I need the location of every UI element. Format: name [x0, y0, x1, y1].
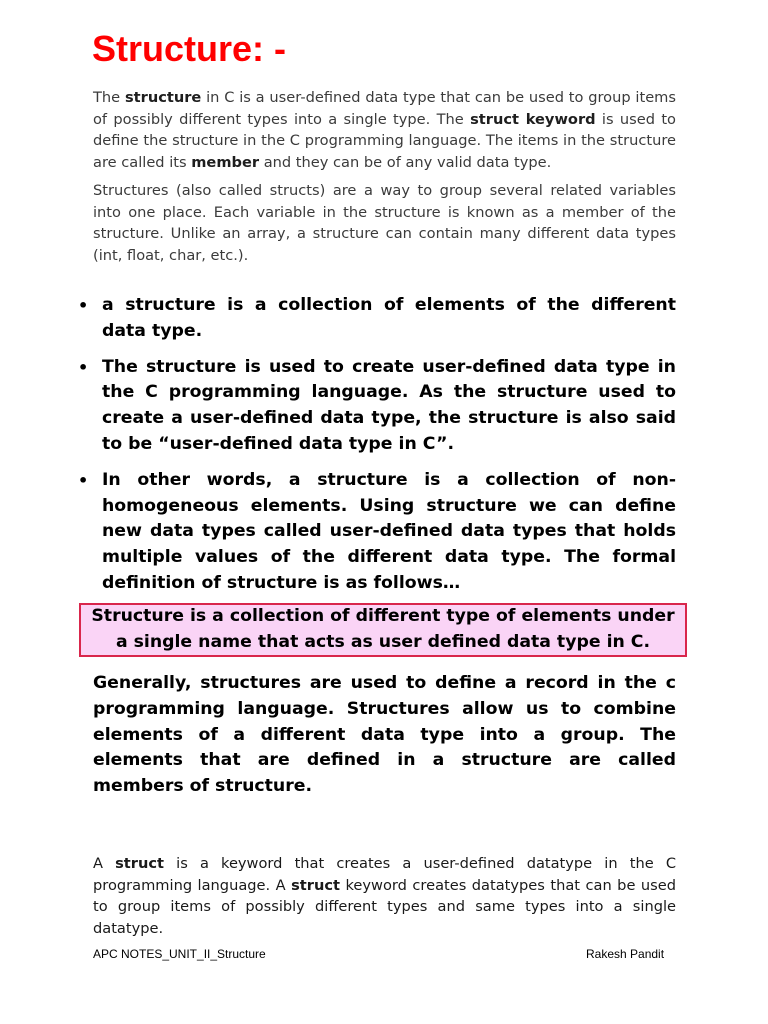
struct-text: keyword creates datatypes that can be used to group items of possibly different types and same types into a single datatype.	[93, 876, 677, 937]
bullet-dot-icon: •	[78, 296, 89, 315]
definition-box	[79, 603, 687, 657]
struct-text: is a keyword that creates a user-defined datatype in the C programming language. A	[93, 855, 677, 894]
general-paragraph: Generally, structures are used to define a record in the c programming language. Structures allow us to combine elements of a different data type into a group. The elements that are defined in a structure are called members of structure.	[93, 673, 676, 797]
bullet-item	[78, 293, 676, 345]
keyword-member: member	[191, 153, 260, 171]
bullet-text: a structure is a collection of elements of the different data type.	[102, 295, 676, 341]
definition-text: Structure is a collection of different type of elements under a single name that acts as user defined data type in C.	[91, 606, 675, 652]
footer-left: APC NOTES_UNIT_II_Structure	[93, 947, 266, 961]
bullet-text: The structure is used to create user-defined data type in the C programming language. As the structure used to create a user-defined data type, the structure is also said to be “user-defined data type in C”.	[102, 356, 676, 454]
keyword-structure: structure	[124, 89, 202, 106]
page-title: Structure: -	[92, 28, 287, 69]
intro-text: is used to define the structure in the C programming language. The items in the structure are called its	[93, 110, 676, 171]
keyword-struct: struct	[115, 855, 165, 872]
bullet-dot-icon: •	[78, 357, 89, 377]
bullet-dot-icon: •	[78, 470, 89, 490]
struct-text: A	[93, 855, 116, 872]
intro-paragraph-1	[93, 87, 676, 173]
intro-text: in C is a user-defined data type that can be used to group items of possibly different types into a single type. The	[93, 89, 676, 128]
bullet-item	[78, 468, 676, 597]
intro-paragraph-2: Structures (also called structs) are a way to group several related variables into one place. Each variable in the structure is known as a member of the structure. Unlike an array, a structure can contain many different data types (int, float, char, etc.).	[93, 182, 676, 264]
bullet-list	[78, 293, 676, 607]
struct-paragraph	[93, 853, 676, 939]
keyword-struct: struct	[291, 876, 340, 894]
intro-text: and they can be of any valid data type.	[259, 153, 552, 171]
intro-text: The	[93, 89, 125, 106]
footer-right: Rakesh Pandit	[586, 947, 665, 961]
keyword-struct-keyword: struct keyword	[470, 110, 596, 128]
bullet-item	[78, 355, 676, 458]
bullet-text: In other words, a structure is a collection of non-homogeneous elements. Using structure we can define new data types called user-defined data types that holds multiple values of the different data type. The formal definition of structure is as follows…	[102, 469, 676, 593]
